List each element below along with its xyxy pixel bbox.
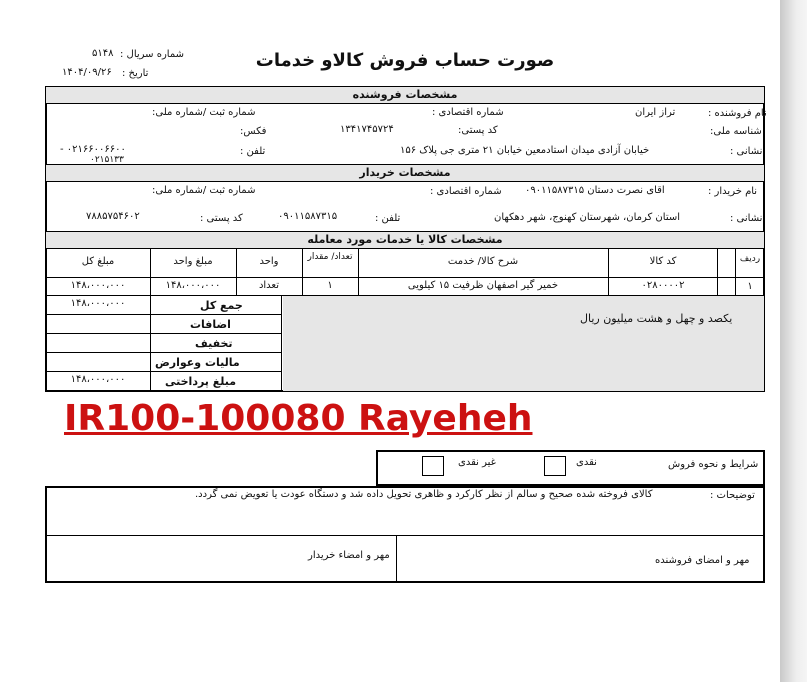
notes-label: توضیحات : xyxy=(710,490,755,501)
row-desc: خمیر گیر اصفهان ظرفیت ۱۵ کیلویی xyxy=(407,280,559,291)
buyer-address-value: استان کرمان، شهرستان کهنوج، شهر دهکهان xyxy=(494,212,680,223)
buyer-address-label: نشانی : xyxy=(730,213,763,224)
col-divider xyxy=(281,295,282,391)
discount-label: تخفیف xyxy=(195,337,233,350)
payable-value: ۱۴۸،۰۰۰،۰۰۰ xyxy=(70,374,126,385)
date-value: ۱۴۰۴/۰۹/۲۶ xyxy=(62,67,112,78)
col-header-unit-price: مبلغ واحد xyxy=(173,256,213,267)
buyer-reg-label: شماره ثبت /شماره ملی: xyxy=(152,185,256,196)
amount-words-bg xyxy=(283,296,764,391)
divider xyxy=(46,314,281,315)
tax-label: مالیات وعوارض xyxy=(155,356,240,369)
amount-in-words: یکصد و چهل و هشت میلیون ریال xyxy=(580,312,733,325)
sum-label: جمع کل xyxy=(200,299,243,312)
seller-name-label: نام فروشنده : xyxy=(708,108,767,119)
date-label: تاریخ : xyxy=(122,68,149,79)
divider xyxy=(46,181,764,182)
seller-economic-label: شماره اقتصادی : xyxy=(432,107,504,118)
seller-signature-label: مهر و امضای فروشنده xyxy=(655,555,750,566)
watermark-code: IR100-100080 Rayeheh xyxy=(64,398,533,439)
row-qty: ۱ xyxy=(327,280,333,291)
row-code: ۰۲۸۰۰۰۰۲ xyxy=(641,280,685,291)
serial-value: ۵۱۴۸ xyxy=(92,48,114,59)
seller-phone-value-1: ۰۲۱۶۶۰۰۶۶۰۰ - xyxy=(60,144,126,155)
payment-label: شرایط و نحوه فروش xyxy=(668,459,759,470)
row-number: ۱ xyxy=(747,281,753,292)
buyer-economic-label: شماره اقتصادی : xyxy=(430,186,502,197)
buyer-postal-value: ۷۸۸۵۷۵۴۶۰۲ xyxy=(86,211,140,222)
divider xyxy=(46,371,281,372)
col-header-code: کد کالا xyxy=(649,256,677,267)
page-shadow xyxy=(780,0,807,682)
divider xyxy=(46,535,764,536)
col-divider xyxy=(150,295,151,391)
buyer-name-label: نام خریدار : xyxy=(708,186,758,197)
buyer-name-value: اقای نصرت دستان ۰۹۰۱۱۵۸۷۳۱۵ xyxy=(525,185,665,196)
divider xyxy=(46,103,764,104)
noncash-label: غیر نقدی xyxy=(458,457,496,468)
row-total: ۱۴۸،۰۰۰،۰۰۰ xyxy=(70,280,126,291)
seller-address-label: نشانی : xyxy=(730,146,763,157)
sum-value: ۱۴۸،۰۰۰،۰۰۰ xyxy=(70,298,126,309)
serial-label: شماره سریال : xyxy=(120,49,184,60)
additions-label: اضافات xyxy=(190,318,231,331)
seller-name-value: تراز ایران xyxy=(635,107,676,118)
seller-phone-value-2: ۰۲۱۵۱۳۳ xyxy=(90,155,124,165)
seller-section-title: مشخصات فروشنده xyxy=(352,88,458,101)
buyer-postal-label: کد پستی : xyxy=(200,213,243,224)
seller-postal-label: کد پستی: xyxy=(458,125,498,136)
col-header-qty: تعداد/ مقدار xyxy=(307,252,353,262)
seller-national-id-label: شناسه ملی: xyxy=(710,126,762,137)
goods-section-title: مشخصات کالا یا خدمات مورد معامله xyxy=(307,233,503,246)
col-header-row: ردیف xyxy=(739,254,761,264)
buyer-signature-label: مهر و امضاء خریدار xyxy=(308,550,390,561)
seller-fax-label: فکس: xyxy=(240,126,267,137)
col-header-total: مبلغ کل xyxy=(81,256,115,267)
seller-postal-value: ۱۳۴۱۷۴۵۷۲۴ xyxy=(340,124,394,135)
seller-reg-label: شماره ثبت /شماره ملی: xyxy=(152,107,256,118)
col-header-unit: واحد xyxy=(259,256,279,267)
divider xyxy=(46,352,281,353)
buyer-phone-value: ۰۹۰۱۱۵۸۷۳۱۵ xyxy=(278,211,338,222)
row-unit-price: ۱۴۸،۰۰۰،۰۰۰ xyxy=(165,280,221,291)
noncash-checkbox[interactable] xyxy=(422,456,444,476)
col-divider xyxy=(396,536,397,582)
divider xyxy=(46,277,764,278)
notes-text: کالای فروخته شده صحیح و سالم از نظر کارکرد و ظاهری تحویل داده شد و دستگاه عودت یا تعویض نمی گردد. xyxy=(195,489,653,500)
seller-phone-label: تلفن : xyxy=(240,146,266,157)
invoice-title: صورت حساب فروش کالاو خدمات xyxy=(255,50,555,71)
divider xyxy=(46,333,281,334)
col-header-desc: شرح کالا/ خدمت xyxy=(447,256,519,267)
cash-label: نقدی xyxy=(576,457,597,468)
row-unit: تعداد xyxy=(258,280,280,291)
payable-label: مبلغ پرداختی xyxy=(165,375,237,388)
buyer-section-title: مشخصات خریدار xyxy=(359,166,451,179)
seller-address-value: خیابان آزادی میدان استادمعین خیابان ۲۱ متری جی پلاک ۱۵۶ xyxy=(400,145,650,156)
cash-checkbox[interactable] xyxy=(544,456,566,476)
divider xyxy=(46,248,764,249)
buyer-phone-label: تلفن : xyxy=(375,213,401,224)
